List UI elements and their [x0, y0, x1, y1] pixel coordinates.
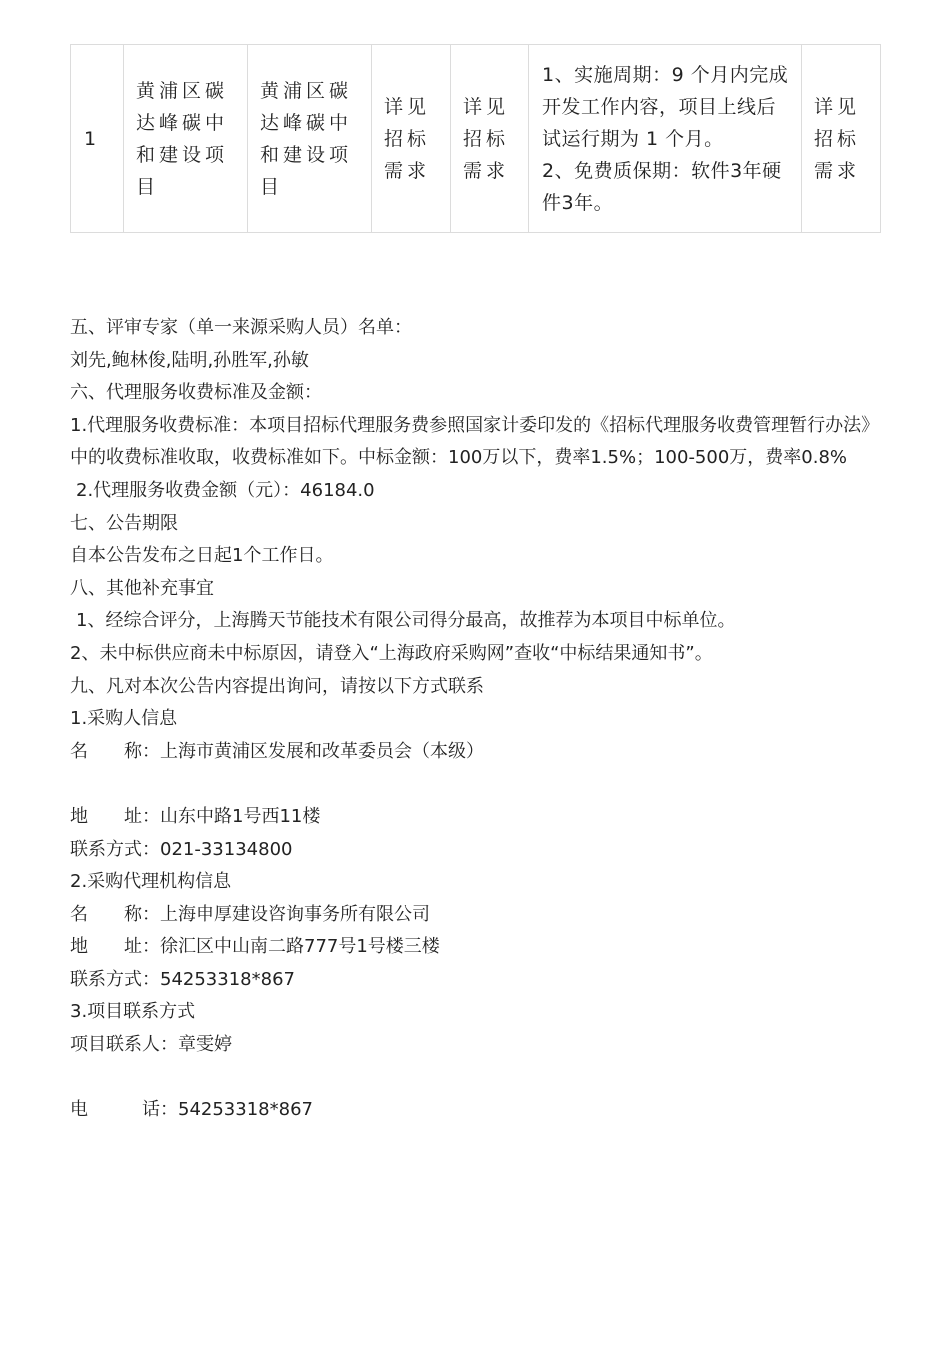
agency-address: 徐汇区中山南二路777号1号楼三楼: [160, 936, 440, 958]
purchaser-address-row: [70, 801, 890, 834]
requirements-cell: [529, 45, 802, 233]
other-heading: 八、其他补充事宜: [70, 577, 214, 599]
project-phone: 54253318*867: [178, 1099, 313, 1121]
subject-name-cell: 黄浦区碳达峰碳中和建设项目: [248, 45, 372, 233]
experts-heading: 五、评审专家（单一来源采购人员）名单：: [70, 317, 412, 338]
row-number: 1: [71, 45, 124, 233]
purchaser-phone-label: 联系方式：: [70, 838, 160, 860]
spacer: [70, 768, 890, 801]
fee-amount: 2.代理服务收费金额（元）：46184.0: [76, 479, 375, 501]
fee-standard: 1.代理服务收费标准：本项目招标代理服务费参照国家计委印发的《招标代理服务收费管理暂行办法》中的收费标准收取，收费标准如下。中标金额：100万以下，费率1.5%；100-500万，费率0.8%: [70, 414, 880, 469]
items-table: [70, 44, 881, 233]
agency-address-label: 地 址：: [70, 936, 160, 958]
requirement-warranty: 2、免费质保期：软件3年硬件3年。: [542, 159, 782, 214]
table-row: [71, 45, 881, 233]
purchaser-phone: 021-33134800: [160, 838, 293, 860]
announcement-body: [70, 312, 890, 1127]
detail-cell: 详见招标需求: [802, 45, 881, 233]
agency-phone: 54253318*867: [160, 968, 295, 990]
project-contact-row: [70, 1029, 890, 1062]
agency-phone-label: 联系方式：: [70, 968, 160, 990]
agency-address-row: [70, 931, 890, 964]
purchaser-phone-row: [70, 834, 890, 867]
purchaser-name-row: [70, 736, 890, 769]
period-heading: 七、公告期限: [70, 512, 178, 534]
period-text: 自本公告发布之日起1个工作日。: [70, 545, 334, 567]
experts-list: 刘先,鲍林俊,陆明,孙胜军,孙敏: [70, 349, 309, 371]
purchaser-address-label: 地 址：: [70, 805, 160, 827]
project-contact-label: 项目联系人：: [70, 1034, 178, 1056]
project-phone-label: 电 话：: [70, 1099, 178, 1121]
agency-heading: 2.采购代理机构信息: [70, 871, 232, 893]
agency-phone-row: [70, 964, 890, 997]
spacer: [70, 1062, 890, 1095]
agency-name-row: [70, 899, 890, 932]
fee-heading: 六、代理服务收费标准及金额：: [70, 382, 322, 404]
other-item-2: 2、未中标供应商未中标原因，请登入“上海政府采购网”查收“中标结果通知书”。: [70, 642, 713, 664]
purchaser-name-label: 名 称：: [70, 740, 160, 762]
purchaser-address: 山东中路1号西11楼: [160, 805, 321, 827]
agency-name-label: 名 称：: [70, 903, 160, 925]
other-item-1: 1、经综合评分，上海腾天节能技术有限公司得分最高，故推荐为本项目中标单位。: [76, 610, 736, 632]
purchaser-name: 上海市黄浦区发展和改革委员会（本级）: [160, 740, 484, 762]
contact-heading: 九、凡对本次公告内容提出询问，请按以下方式联系: [70, 675, 484, 697]
requirement-period: 1、实施周期：9 个月内完成开发工作内容，项目上线后试运行期为 1 个月。: [542, 63, 789, 150]
project-contact-heading: 3.项目联系方式: [70, 1001, 196, 1023]
project-contact: 章雯婷: [178, 1034, 232, 1056]
project-name-cell: 黄浦区碳达峰碳中和建设项目: [124, 45, 248, 233]
project-phone-row: [70, 1094, 890, 1127]
detail-cell: 详见招标需求: [372, 45, 451, 233]
detail-cell: 详见招标需求: [451, 45, 529, 233]
agency-name: 上海申厚建设咨询事务所有限公司: [160, 903, 430, 925]
purchaser-heading: 1.采购人信息: [70, 708, 178, 730]
